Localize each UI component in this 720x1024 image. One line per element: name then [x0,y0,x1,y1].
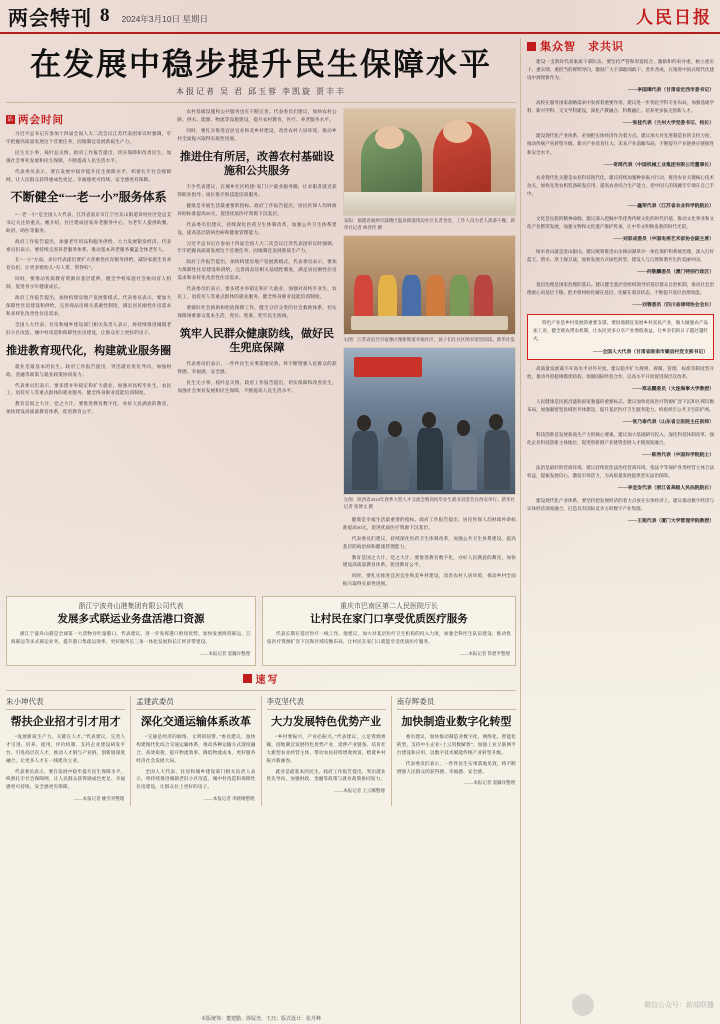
column-two [177,108,336,591]
section-tag-label: 速写 [255,674,280,686]
feature-sign: ——本报记者 常碧罗整理 [459,650,510,656]
strip-item-1 [130,696,255,806]
paragraph: 全国人大代表、住房和城乡建设部门相关负责人表示，将持续推进城镇老旧小区改造、城中村改造和保障性住房建设，让群众住上更好的房子。 [6,321,172,335]
rail-entry-11 [527,497,714,513]
photo-community-library [343,235,516,335]
masthead-title: 两会特刊 [8,7,92,30]
paragraph: 在“一小”方面，多位代表提出要扩大普惠性托育服务供给，减轻家庭生育养育负担，让更多婴幼儿“有人带、带得好”。 [6,257,172,271]
photo-job-fair [343,347,516,495]
photo-desk [351,316,509,330]
strip-title: 大力发展特色优势产业 [271,715,382,728]
paragraph: 农业现代化关键是农业科技现代化。建议持续加强种业振兴行动，推进农业关键核心技术攻关，加快先进农机装备研发应用，提高农业综合生产能力，把中国人的饭碗牢牢端在自己手中。 [527,174,714,196]
paragraph: 政府工作报告提出，加快构建房地产发展新模式。代表委员表示，要加大保障性住房建设和供给，完善商品房相关基础性制度，满足居民刚性住房需求和多样化改善性住房需求。 [177,259,337,281]
paragraph: 政府工作报告提出，加强老年用品和服务供给，大力发展银发经济。代表委员们表示，要持续完善养老服务体系，推动基本养老服务覆盖全体老年人。 [6,238,172,252]
rail-entry-9 [527,431,714,447]
feature-sign: ——本报记者 窦瀚洋整理 [199,650,250,656]
page-headline: 在发展中稳步提升民生保障水平 [30,47,492,82]
rail-sign-5: ——何敬麟委员（澳门特别行政区） [637,270,714,276]
paragraph: 要做好社会救助和兜底保障工作，健全分层分类的社会救助体系，切实保障困难群众基本生活，兜住、兜准、兜牢民生底线。 [177,304,337,318]
strip-item-0 [6,696,125,806]
feature-box-row [6,596,516,666]
watermark-text: 微信公众号：新闻联播 [644,1002,714,1009]
rail-entry-4 [527,215,714,231]
photo-figure [452,436,478,490]
feature-kicker: 浙江宁波舟山港集团有限公司代表 [78,602,184,611]
rail-sign-3: ——鑫荣代表（江苏省农业科学院院长） [627,203,714,209]
paragraph: 健康是幸福生活最重要的指标。政府工作报告提出，居民医保人均财政补助标准提高30元，促进优质医疗资源下沉基层。 [342,516,516,530]
paragraph: 高校在服务国家战略需求中发挥着重要作用。建议进一步优化学科专业布局，加强基础学科、新兴学科、交叉学科建设，深化产教融合、科教融汇，培养更多拔尖创新人才。 [527,100,714,114]
paragraph: 建设现代化产业体系，要坚持把发展经济的着力点放在实体经济上。建议推动数字经济与实体经济深度融合，打造具有国际竞争力的数字产业集群。 [527,498,714,512]
photo-caption-1: 安阳：福建省福州市鼓楼区温泉街道汤边社区长者食堂，工作人员为老人准备午餐。新华社记者 林善传 摄 [343,218,515,231]
paragraph: 委员建议，加快推动制造业数字化、网络化、智能化转型，支持中小企业“上云用数赋智”，加强工业互联网平台建设和应用，以数字技术赋能传统产业转型升级。 [396,733,516,755]
paragraph: 代表委员们表示，一件件民生实事落地见效，将不断增强人民群众的获得感、幸福感、安全感。 [396,760,516,774]
strip-body [136,733,255,791]
strip-title: 帮扶企业招才引才用才 [10,715,121,728]
paragraph: “一老一小”是全国人大代表、江苏省南京市江宁区东山街道章村社区党总支书记关注的重点。她介绍，社区建成居家养老服务中心，为老年人提供助餐、助浴、助医等服务。 [6,212,172,233]
strip-body [267,733,386,783]
paragraph: “乡村要振兴，产业必振兴。”代表建议，立足资源禀赋，因地制宜发展特色优势产业，延伸产业链条，培育壮大新型农业经营主体，带动农民持续增收致富，绘就乡村振兴新画卷。 [266,733,386,763]
paragraph: 代表委员表示，要在发展中稳步提升民生保障水平，织密扎牢社会保障网，让人民群众获得感成色更足、幸福感更可持续、安全感更有保障。 [6,168,172,182]
paragraph: 不少代表建议，在城乡社区构建“家门口”就业服务圈，让求职者就近获得职业指导、岗位推介和技能培训服务。 [177,184,337,198]
rail-highlight-box [527,314,714,359]
subhead-three: 推进教育现代化，构建就业服务圈 [6,344,172,357]
masthead-brand: 人民日报 [636,8,712,27]
paragraph: 绿水青山就是金山银山。建议统筹推进山水林田湖草沙一体化保护和系统治理，深入打好蓝天、碧水、净土保卫战，加快发展方式绿色转型，建设人与自然和谐共生的美丽中国。 [527,249,714,263]
paragraph: 习近平总书记在参加十四届全国人大二次会议江苏代表团审议时强调，牢牢把握高质量发展这个首要任务，因地制宜发展新质生产力。 [6,131,172,144]
photo-figure [417,428,443,489]
paragraph: 建设一支新时代高素质干部队伍，要坚持严管和厚爱结合、激励和约束并重，树立重实干、重实绩、重担当的鲜明导向，激励广大干部敢闯敢干、善作善成，在推进中国式现代化建设中展现新作为。 [527,59,714,81]
section-tag-two-sessions [6,112,171,127]
paragraph: 民生无小事，枝叶总关情。政府工作报告提出，切实保障和改善民生，加强社会事业发展和民生保障，不断提高人民生活水平。 [177,379,337,393]
representative-name: 李克坚代表 [267,696,386,710]
strip-sign: ——本报记者 姚雪青整理 [73,796,125,802]
paragraph: 政府工作报告提出，加快构建房地产发展新模式。代表委员表示，要加大保障性住房建设和供给，完善商品房相关基础性制度，满足居民刚性住房需求和多样化改善性住房需求。 [6,295,172,316]
strip-item-2 [261,696,386,806]
rail-entry-1 [527,99,714,115]
watermark-logo [572,994,594,1016]
strip-item-3 [391,696,516,806]
paragraph: 农村基础设施和公共服务也在不断完善。代表委员们建议，加快农村公路、供水、能源、物流等设施建设，提升农村教育、医疗、养老服务水平。 [177,109,337,122]
subhead-one: 不断健全“一老一小”服务体系 [10,190,167,205]
paragraph: 全国人大代表、住房和城乡建设部门相关负责人表示，将持续推进城镇老旧小区改造、城中村改造和保障性住房建设，让群众住上更好的房子。 [136,768,256,790]
paragraph: 基层治理是国家治理的基石。建议健全基层党组织领导的基层群众自治机制，推动社会治理重心向基层下移，把矛盾纠纷化解在基层、化解在萌芽状态，不断提升基层治理效能。 [527,282,714,296]
photo-long-table-meal [343,108,516,216]
subhead-four: 筑牢人民群众健康防线，做好民生兜底保障 [180,327,335,354]
column-one-body [6,211,171,336]
photo-figure [484,430,510,490]
paragraph: 高质量发展离不开高水平对外开放。建议稳步扩大规则、规制、管理、标准等制度型开放，推动外贸稳规模优结构，加强国际经贸合作，以高水平开放促进深层次改革。 [527,365,714,379]
column-one [6,108,171,591]
feature-box-port [6,596,256,666]
photo-figure [422,412,436,428]
rail-sign-10: ——李宜安代表（浙江省高级人民法院院长） [618,486,714,492]
byline: 本报记者 吴 君 邱玉蓉 李凯旋 贾丰丰 [6,86,516,103]
photo-figure [388,421,402,437]
photo-caption-3: 左图：陕西省2024年春季大型人才交流会暨高校毕业生就业双选会在西安举行。新华社记者 张博文 摄 [343,497,515,509]
paragraph: 同时，要扎实推进宜居宜业和美乡村建设，改善农村人居环境，推动乡村全面振兴取得实质性进展。 [342,573,516,587]
section-tag-label: 两会时间 [18,115,64,127]
paragraph: 代表委员们表示，要多措并举稳定和扩大就业，加强对高校毕业生、农民工、退役军人等重点群体的就业服务，健全终身职业技能培训制度。 [177,286,337,299]
paragraph: 民生无小事，枝叶总关情。政府工作报告提出，切实保障和改善民生，加强社会事业发展和民生保障，不断提高人民生活水平。 [6,149,172,163]
rail-entry-2 [527,132,714,156]
photo-figure [383,437,409,490]
rail-sign-2: ——奇鸿代表（中国机械工业集团有限公司董事长） [603,162,714,168]
paragraph: 人民健康是民族昌盛和国家强盛的重要标志。建议加快优质医疗资源扩容下沉和区域均衡布局，加强紧密型县域医共体建设，提升基层医疗卫生服务能力，织密织牢公共卫生防护网。 [527,398,714,412]
paragraph: 就业是最基本的民生。政府工作报告提出，突出就业优先导向，加强财政、金融等政策与就业政策协同发力。 [266,768,386,782]
photo-figure [489,414,503,430]
rail-section-label: 集众智 求共识 [540,41,624,53]
photo-figure [357,415,371,431]
red-square-icon [527,42,536,51]
strip-title: 加快制造业数字化转型 [401,715,512,728]
rail-sign-11: ——王超代表（厦门大学管理学院教授） [627,519,714,525]
subhead-two: 推进住有所居，改善农村基础设施和公共服务 [180,150,335,177]
rail-entry-7 [527,365,714,381]
rail-highlight-sign: ——全国人大代表（甘肃省陇南市徽县村党支部书记） [592,349,708,355]
red-square-icon [243,674,252,683]
representative-name: 孟建武委员 [136,696,255,710]
photo-figure [375,126,404,149]
page-body [0,34,720,1024]
paragraph: 同时，要扎实推进宜居宜业和美乡村建设，改善农村人居环境，推动乡村全面振兴取得实质性进展。 [177,127,337,141]
column-three-body [343,516,516,588]
consensus-rail [520,38,714,1024]
feature-title: 让村民在家门口享受优质医疗服务 [310,614,468,626]
rail-sign-0: ——李国璋代表（甘肃省定西市委书记） [627,88,714,94]
feature-kicker: 重庆市巴南区第二人民医院厅长 [340,602,438,611]
masthead-date: 2024年3月10日 星期日 [121,13,208,24]
column-two-body [177,108,336,143]
rail-sign-7: ——郑志鹏委员（大连海事大学教授） [632,386,714,392]
strip-body [397,733,516,775]
red-square-icon [6,115,15,124]
rail-entry-8 [527,398,714,414]
rail-entry-6 [527,281,714,297]
paragraph: “发展新质生产力，关键在人才。”代表建议，完善人才引进、培养、使用、评价机制，支持企业建设研发平台、引进高层次人才，推动人才链与产业链、创新链深度融合，让更多人才在一线建功立业。 [6,733,126,763]
representative-name: 南存辉委员 [397,696,516,710]
rail-entry-5 [527,248,714,264]
column-two-body-3 [177,360,336,395]
section-tag-transcript [6,671,516,686]
column-one-body-2 [6,363,171,416]
rail-sign-4: ——刘家成委员（中国电视艺术家协会副主席） [613,237,714,243]
rail-entry-0 [527,58,714,82]
photo-caption-2: 右图：江苏省宿迁市宿豫区豫新街道幸福社区，孩子们在社区图书馆里阅读。新华社发 [343,337,515,343]
masthead [0,0,720,34]
rail-sign-9: ——陈秀代表（中国科学院院士） [642,453,714,459]
paragraph: 建设现代化产业体系，必须把实体经济作为着力点。建议加大对先进制造业的支持力度，推动传统产业转型升级、新兴产业培育壮大、未来产业前瞻布局，不断提升产业链供应链韧性和安全水平。 [527,133,714,155]
paragraph: 代表委员们建议，持续深化医药卫生体制改革，加强公共卫生体系建设，提高基层防病治病和健康管理能力。 [177,221,337,235]
paragraph: 教育是国之大计、党之大计。要推进教育数字化，办好人民满意的教育，加快建设高质量教育体系，促进教育公平。 [342,554,516,568]
strip-sign: ——本报记者 窦瀚洋整理 [464,780,515,786]
paragraph: “交通是经济的脉络、文明的纽带。”委员建议，加快构建现代化综合交通运输体系，推动各种运输方式深度融合、高效衔接，提升物流效率、降低物流成本，更好服务经济社会发展大局。 [136,733,256,763]
paragraph: 代表委员们表示，一件件民生实事落地见效，将不断增强人民群众的获得感、幸福感、安全感。 [177,361,337,375]
strip-body [6,733,125,791]
paragraph: 健康是幸福生活最重要的指标。政府工作报告提出，居民医保人均财政补助标准提高30元，促进优质医疗资源下沉基层。 [177,203,337,216]
bottom-strip [6,696,516,806]
paragraph: 教育是国之大计、党之大计。要推进教育数字化，办好人民满意的教育，加快建设高质量教育体系，促进教育公平。 [6,401,172,415]
paragraph: 科技创新是发展新质生产力的核心要素。建议加大基础研究投入，深化科技体制改革，强化企业科技创新主体地位，促进创新链产业链资金链人才链深度融合。 [527,431,714,445]
column-three [343,108,516,591]
paragraph: 代表委员表示，要在发展中稳步提升民生保障水平，织密扎牢社会保障网，让人民群众获得感成色更足、幸福感更可持续、安全感更有保障。 [6,768,126,790]
photo-figure [457,420,471,436]
column-two-body-2 [177,183,336,319]
paragraph: 法治是最好的营商环境。建议持续优化法治化营商环境，依法平等保护各类经营主体合法权益，提振发展信心，激发市场活力，为高质量发展提供坚实法治保障。 [527,465,714,479]
feature-body [267,630,511,646]
paragraph: 特色产业是乡村发展的重要支撑。要因地制宜发展乡村富民产业，做大做强农产品加工业，健全联农带农机制，让农民更多分享产业增值收益，让乡亲们的日子越过越红火。 [533,320,708,342]
divider [6,690,516,691]
paragraph: 浙江宁波舟山港是全球第一大货物吞吐量港口。代表建议，进一步发挥港口枢纽优势，加快发展海铁联运、江海联运等多式联运业务，提升港口集疏运效率，更好服务长三角一体化发展和长江经济带建设。 [11,631,251,645]
paragraph: 习近平总书记在参加十四届全国人大二次会议江苏代表团审议时强调，牢牢把握高质量发展这个首要任务，因地制宜发展新质生产力。 [177,240,337,254]
paragraph: 代表长期在基层医疗一线工作。他建议，加大对基层医疗卫生机构的投入力度，加强全科医生队伍建设，推动优质医疗资源扩容下沉和区域均衡布局，让村民在家门口就能享受优质医疗服务。 [267,631,511,645]
photo-figure [352,431,378,489]
strip-sign: ——本报记者 王云娜整理 [334,788,385,794]
footer-credit: 本版统筹：董建勤、徐驭尧、王珏；版式设计：张丹峰 [200,1017,321,1022]
rail-sign-8: ——张乃泰代表（山东省立医院主任医师） [622,419,714,425]
feature-body [11,630,251,646]
photo-figure [443,120,472,143]
masthead-page-number: 8 [100,5,110,26]
paragraph: 同时，要推动优质教育资源向基层延伸，健全学校家庭社会协同育人机制，促进青少年健康成长。 [6,276,172,290]
photo-banner [354,357,423,377]
feature-box-medical [262,596,516,666]
main-article-zone [6,38,516,1024]
representative-name: 朱小坤代表 [6,696,125,710]
column-one-intro [6,130,171,183]
paragraph: 代表委员们建议，持续深化医药卫生体制改革，加强公共卫生体系建设，提高基层防病治病和健康管理能力。 [342,535,516,549]
paragraph: 代表委员们表示，要多措并举稳定和扩大就业，加强对高校毕业生、农民工、退役军人等重点群体的就业服务，健全终身职业技能培训制度。 [6,382,172,396]
rail-section-tag [527,38,714,54]
strip-sign: ——本报记者 李晓晴整理 [203,796,255,802]
rail-entry-3 [527,174,714,198]
rail-highlight-text [533,319,708,343]
rail-entry-10 [527,464,714,480]
paragraph: 文化是民族的精神命脉。建议深入挖掘中华优秀传统文化的时代价值，推动文化事业和文化产业繁荣发展，加强文物和文化遗产保护传承，让中华文明焕发新的时代光彩。 [527,215,714,229]
feature-title: 发展多式联运业务盘活港口资源 [57,614,205,626]
rail-sign-6: ——刘蓉委员（四川省律师协会会长） [632,303,714,309]
strip-title: 深化交通运输体系改革 [140,715,251,728]
photo-table-surface [344,192,515,215]
three-column-area [6,108,516,591]
rail-sign-1: ——张桂代表（兰州大学党委书记、校长） [622,121,714,127]
paragraph: 就业是最基本的民生。政府工作报告提出，突出就业优先导向，加强财政、金融等政策与就业政策协同发力。 [6,363,172,377]
